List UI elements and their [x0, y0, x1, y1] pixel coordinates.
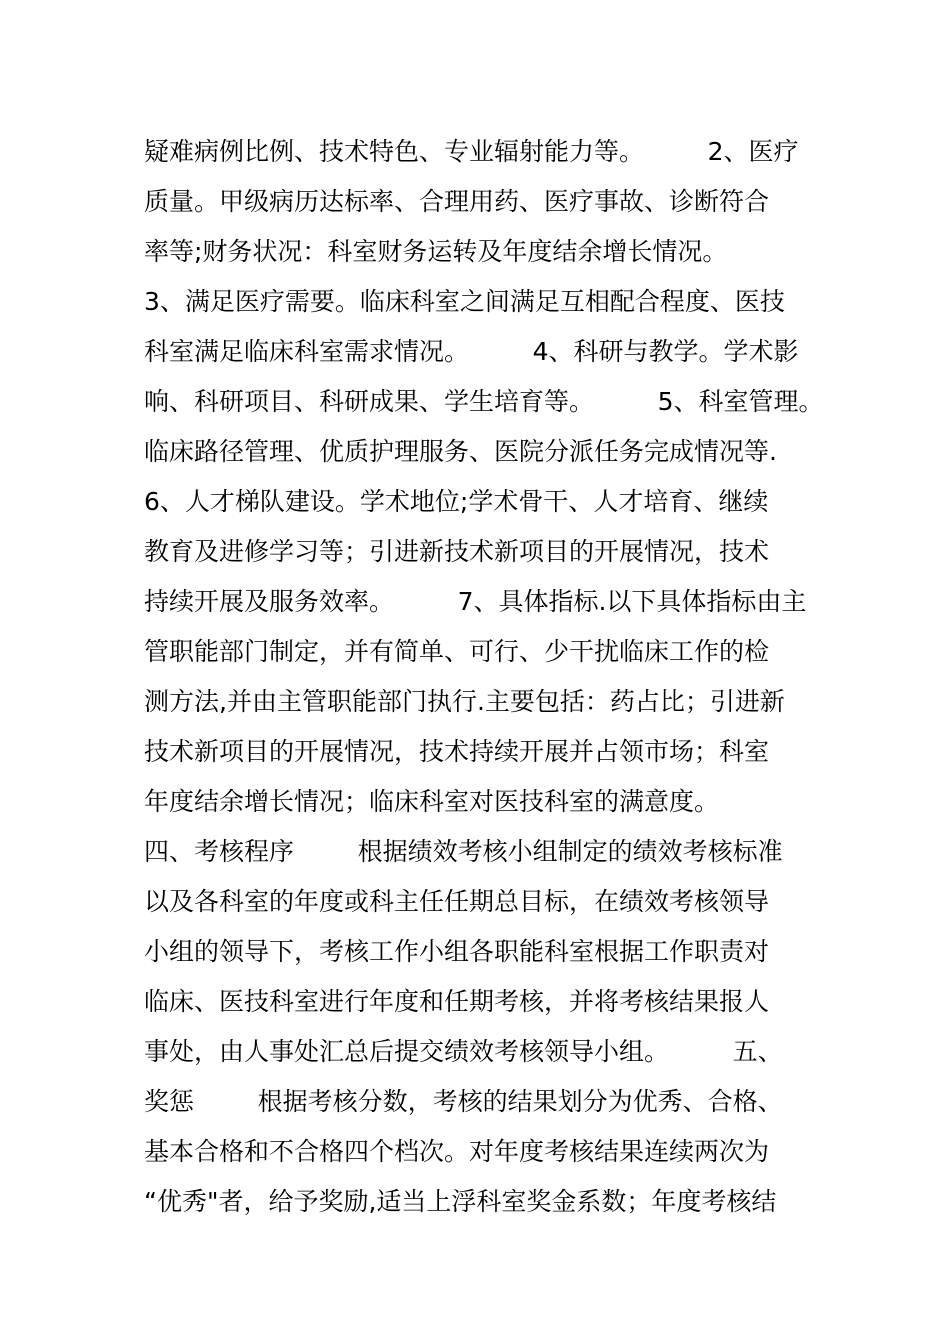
text-line: 质量。甲级病历达标率、合理用药、医疗事故、诊断符合 — [144, 187, 770, 216]
text-line: 奖惩 根据考核分数，考核的结果划分为优秀、合格、 — [144, 1087, 783, 1116]
body-text — [144, 127, 824, 1227]
text-line: 基本合格和不合格四个档次。对年度考核结果连续两次为 — [144, 1137, 770, 1166]
text-line: 管职能部门制定，并有简单、可行、少干扰临床工作的检 — [144, 637, 770, 666]
text-line: 疑难病例比例、技术特色、专业辐射能力等。 2、医疗 — [144, 137, 799, 166]
text-line: 3、满足医疗需要。临床科室之间满足互相配合程度、医技 — [144, 287, 785, 316]
text-line: 测方法,并由主管职能部门执行.主要包括：药占比；引进新 — [144, 687, 785, 716]
text-line: 年度结余增长情况；临床科室对医技科室的满意度。 — [144, 787, 720, 816]
text-line: 小组的领导下，考核工作小组各职能科室根据工作职责对 — [144, 937, 770, 966]
text-line: 技术新项目的开展情况，技术持续开展并占领市场；科室 — [144, 737, 770, 766]
text-line: 临床路径管理、优质护理服务、医院分派任务完成情况等. — [144, 437, 777, 466]
text-line: 四、考核程序 根据绩效考核小组制定的绩效考核标准 — [144, 837, 783, 866]
text-line: 教育及进修学习等；引进新技术新项目的开展情况，技术 — [144, 537, 770, 566]
text-line: 以及各科室的年度或科主任任期总目标，在绩效考核领导 — [144, 887, 770, 916]
text-line: 响、科研项目、科研成果、学生培育等。 5、科室管理。 — [144, 387, 824, 416]
text-line: 科室满足临床科室需求情况。 4、科研与教学。学术影 — [144, 337, 799, 366]
text-line: “优秀"者，给予奖励,适当上浮科室奖金系数；年度考核结 — [144, 1187, 777, 1216]
text-line: 临床、医技科室进行年度和任期考核，并将考核结果报人 — [144, 987, 770, 1016]
text-line: 持续开展及服务效率。 7、具体指标.以下具体指标由主 — [144, 587, 807, 616]
text-line: 率等;财务状况：科室财务运转及年度结余增长情况。 — [144, 237, 728, 266]
text-line: 事处，由人事处汇总后提交绩效考核领导小组。 五、 — [144, 1037, 783, 1066]
text-line: 6、人才梯队建设。学术地位;学术骨干、人才培育、继续 — [144, 487, 769, 516]
